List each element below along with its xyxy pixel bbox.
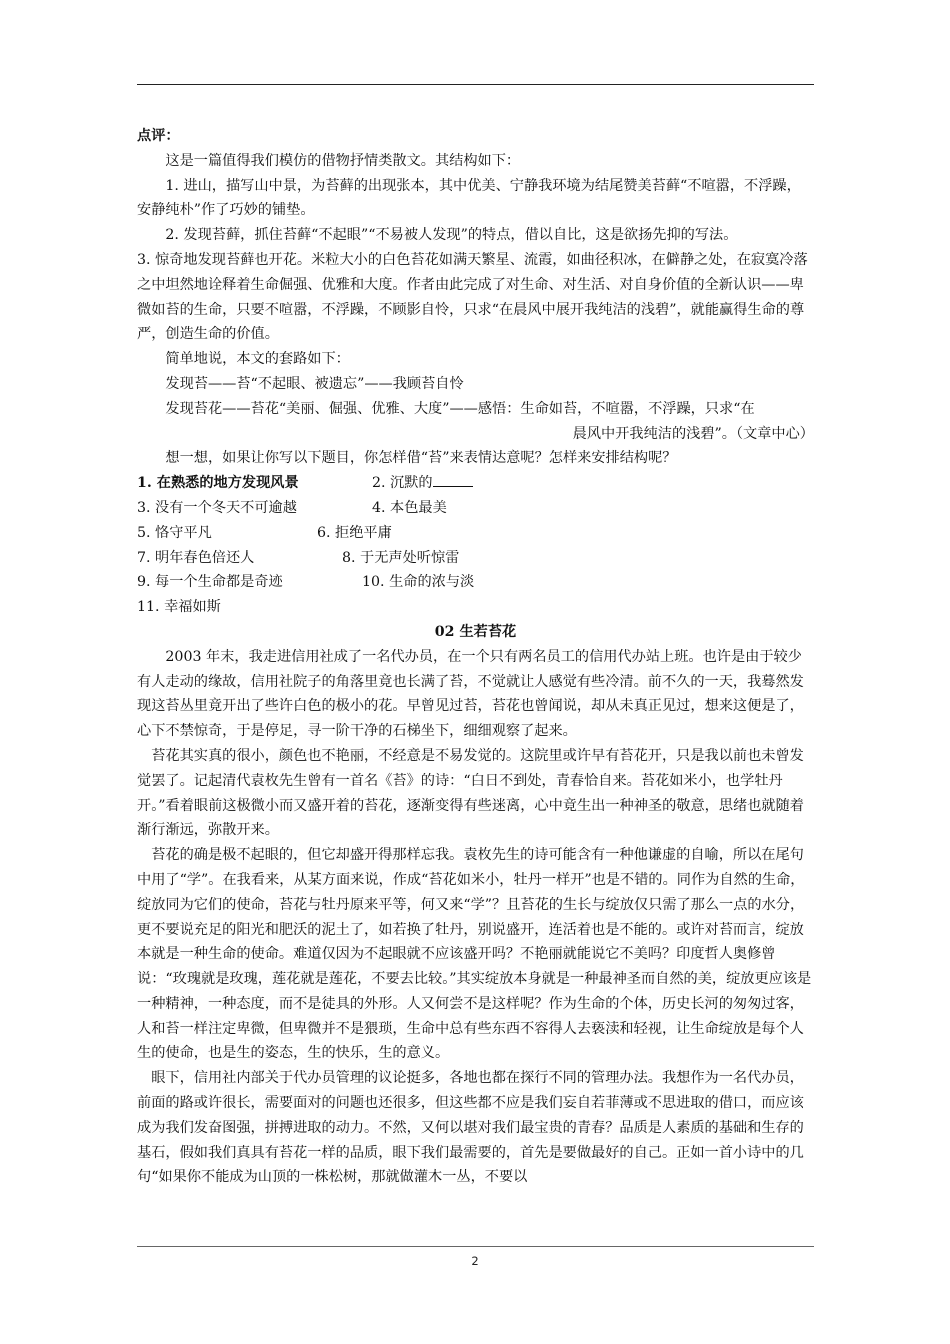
review-simple: 简单地说，本文的套路如下： <box>165 351 350 368</box>
topic-item: 5. 恪守平凡 <box>137 524 212 541</box>
footer-rule <box>137 1246 814 1247</box>
fill-in-blank <box>433 472 473 487</box>
page-body <box>137 124 814 1190</box>
topic-row <box>137 521 814 546</box>
essay-paragraph: 苔花其实真的很小，颜色也不艳丽，不经意是不易发觉的。这院里或许早有苔花开，只是我以前也未曾发觉罢了。记起清代袁枚先生曾有一首名《苔》的诗：“白日不到处，青春恰自来。苔花如米小，也学牡丹开。”看着眼前这极微小而又盛开着的苔花，逐渐变得有些迷离，心中竟生出一种神圣的敬意，思绪也就随着渐行渐远，弥散开来。 <box>137 747 804 839</box>
page-number: 2 <box>471 1254 479 1268</box>
review-intro: 这是一篇值得我们模仿的借物抒情类散文。其结构如下： <box>165 152 521 169</box>
topic-item: 6. 拒绝平庸 <box>317 524 392 541</box>
topic-row <box>137 595 814 620</box>
topic-item: 11. 幸福如斯 <box>137 599 221 616</box>
topic-item: 7. 明年春色倍还人 <box>137 549 255 566</box>
topic-item: 10. 生命的浓与淡 <box>362 574 475 591</box>
topic-item: 2. 沉默的 <box>372 471 473 496</box>
essay-title: 02 生若苔花 <box>434 623 517 640</box>
review-heading: 点评： <box>137 128 180 144</box>
review-point-1: 1. 进山，描写山中景，为苔藓的出现张本，其中优美、宁静我环境为结尾赞美苔藓“不喧嚣，不浮躁，安静纯朴”作了巧妙的铺垫。 <box>137 177 801 219</box>
essay-paragraph: 苔花的确是极不起眼的，但它却盛开得那样忘我。袁枚先生的诗可能含有一种他谦虚的自喻，所以在尾句中用了“学”。在我看来，从某方面来说，作成“苔花如米小，牡丹一样开”也是不错的。同作为自然的生命，绽放同为它们的使命，苔花与牡丹原来平等，何又来“学”？且苔花的生长与绽放仅只需了那么一点的水分，更不要说充足的阳光和肥沃的泥土了，如若换了牡丹，别说盛开，连活着也是不能的。或许对苔而言，绽放本就是一种生命的使命。难道仅因为不起眼就不应该盛开吗？不艳丽就能说它不美吗？印度哲人奥修曾说：“玫瑰就是玫瑰，莲花就是莲花，不要去比较。”其实绽放本身就是一种最神圣而自然的美，绽放更应该是一种精神，一种态度，而不是徒具的外形。人又何尝不是这样呢？作为生命的个体，历史长河的匆匆过客，人和苔一样注定卑微，但卑微并不是猥琐，生命中总有些东西不容得人去亵渎和轻视，让生命绽放是每个人生的使命，也是生的姿态，生的快乐，生的意义。 <box>137 847 812 1062</box>
topic-item: 8. 于无声处听惊雷 <box>342 549 460 566</box>
topic-row <box>137 496 814 521</box>
topic-item: 4. 本色最美 <box>372 499 447 516</box>
review-question: 想一想，如果让你写以下题目，你怎样借“苔”来表情达意呢？怎样来安排结构呢？ <box>165 450 677 467</box>
essay-paragraph: 眼下，信用社内部关于代办员管理的议论挺多，各地也都在探行不同的管理办法。我想作为一名代办员，前面的路或许很长，需要面对的问题也还很多，但这些都不应是我们妄自若菲薄或不思进取的借口，而应该成为我们发奋图强，拼搏进取的动力。不然，又何以堪对我们最宝贵的青春？品质是人素质的基础和生存的基石，假如我们真具有苔花一样的品质，眼下我们最需要的，首先是要做最好的自己。正如一首小诗中的几句“如果你不能成为山顶的一株松树，那就做灌木一丛，不要以 <box>137 1070 804 1186</box>
review-point-3: 3. 惊奇地发现苔藓也开花。米粒大小的白色苔花如满天繁星、流霞，如曲径积冰，在僻静之处，在寂寞冷落之中坦然地诠释着生命倔强、优雅和大度。作者由此完成了对生命、对生活、对自身价值的全新认识——卑微如苔的生命，只要不喧嚣，不浮躁，不顾影自怜，只求“在晨风中展开我纯洁的浅碧”，就能赢得生命的尊严，创造生命的价值。 <box>137 251 808 343</box>
topic-item: 1. 在熟悉的地方发现风景 <box>137 475 299 492</box>
review-route-2-continued: 晨风中开我纯洁的浅碧”。（文章中心） <box>572 425 814 442</box>
essay-paragraph: 2003 年末，我走进信用社成了一名代办员，在一个只有两名员工的信用代办站上班。也许是由于较少有人走动的缘故，信用社院子的角落里竟也长满了苔，不觉就让人感觉有些冷清。前不久的一天，我蓦然发现这苔丛里竟开出了些许白色的极小的花。早曾见过苔，苔花也曾闻说，却从未真正见过，想来这便是了，心下不禁惊奇，于是停足，寻一阶干净的石梯坐下，细细观察了起来。 <box>137 648 804 740</box>
header-rule <box>137 84 814 85</box>
topic-item: 3. 没有一个冬天不可逾越 <box>137 499 297 516</box>
topic-row <box>137 570 814 595</box>
review-route-2: 发现苔花——苔花“美丽、倔强、优雅、大度”——感悟：生命如苔，不喧嚣，不浮躁，只求“在 <box>165 400 755 417</box>
review-route-1: 发现苔——苔“不起眼、被遗忘”——我顾苔自怜 <box>165 375 464 392</box>
topic-row <box>137 471 814 496</box>
review-point-2: 2. 发现苔藓，抓住苔藓“不起眼”“不易被人发现”的特点，借以自比，这是欲扬先抑的写法。 <box>165 227 738 244</box>
topic-row <box>137 546 814 571</box>
topic-item: 9. 每一个生命都是奇迹 <box>137 574 283 591</box>
